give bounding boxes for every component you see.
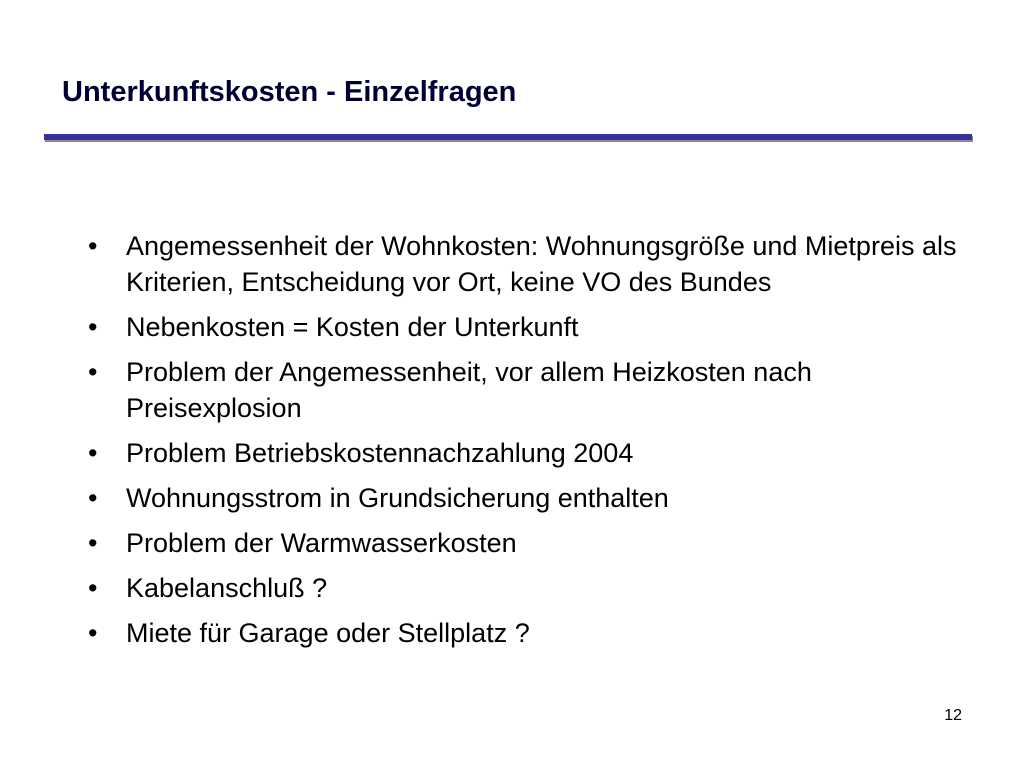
bullet-list: [88, 228, 988, 660]
page-number: 12: [944, 707, 962, 724]
bullet-item: [88, 228, 988, 300]
bullet-text: Wohnungsstrom in Grundsicherung enthalten: [126, 483, 669, 513]
bullet-item: [88, 570, 988, 606]
bullet-item: [88, 615, 988, 651]
bullet-text: Nebenkosten = Kosten der Unterkunft: [126, 312, 579, 342]
bullet-icon: •: [88, 483, 98, 513]
bullet-icon: •: [88, 312, 98, 342]
title-divider: [44, 134, 972, 140]
bullet-icon: •: [88, 573, 98, 603]
bullet-item: [88, 309, 988, 345]
bullet-icon: •: [88, 528, 98, 558]
bullet-item: [88, 525, 988, 561]
bullet-icon: •: [88, 231, 98, 261]
bullet-item: [88, 435, 988, 471]
bullet-text: Problem Betriebskostennachzahlung 2004: [126, 438, 634, 468]
slide-title: Unterkunftskosten - Einzelfragen: [62, 76, 517, 108]
bullet-icon: •: [88, 438, 98, 468]
bullet-text: Angemessenheit der Wohnkosten: Wohnungsgröße und Mietpreis als Kriterien, Entscheidung vor Ort, keine VO des Bundes: [126, 231, 957, 297]
bullet-icon: •: [88, 357, 98, 387]
bullet-text: Kabelanschluß ?: [126, 573, 328, 603]
bullet-text: Problem der Angemessenheit, vor allem Heizkosten nach Preisexplosion: [126, 357, 812, 423]
bullet-icon: •: [88, 618, 98, 648]
bullet-item: [88, 480, 988, 516]
bullet-text: Miete für Garage oder Stellplatz ?: [126, 618, 530, 648]
bullet-text: Problem der Warmwasserkosten: [126, 528, 517, 558]
bullet-item: [88, 354, 988, 426]
